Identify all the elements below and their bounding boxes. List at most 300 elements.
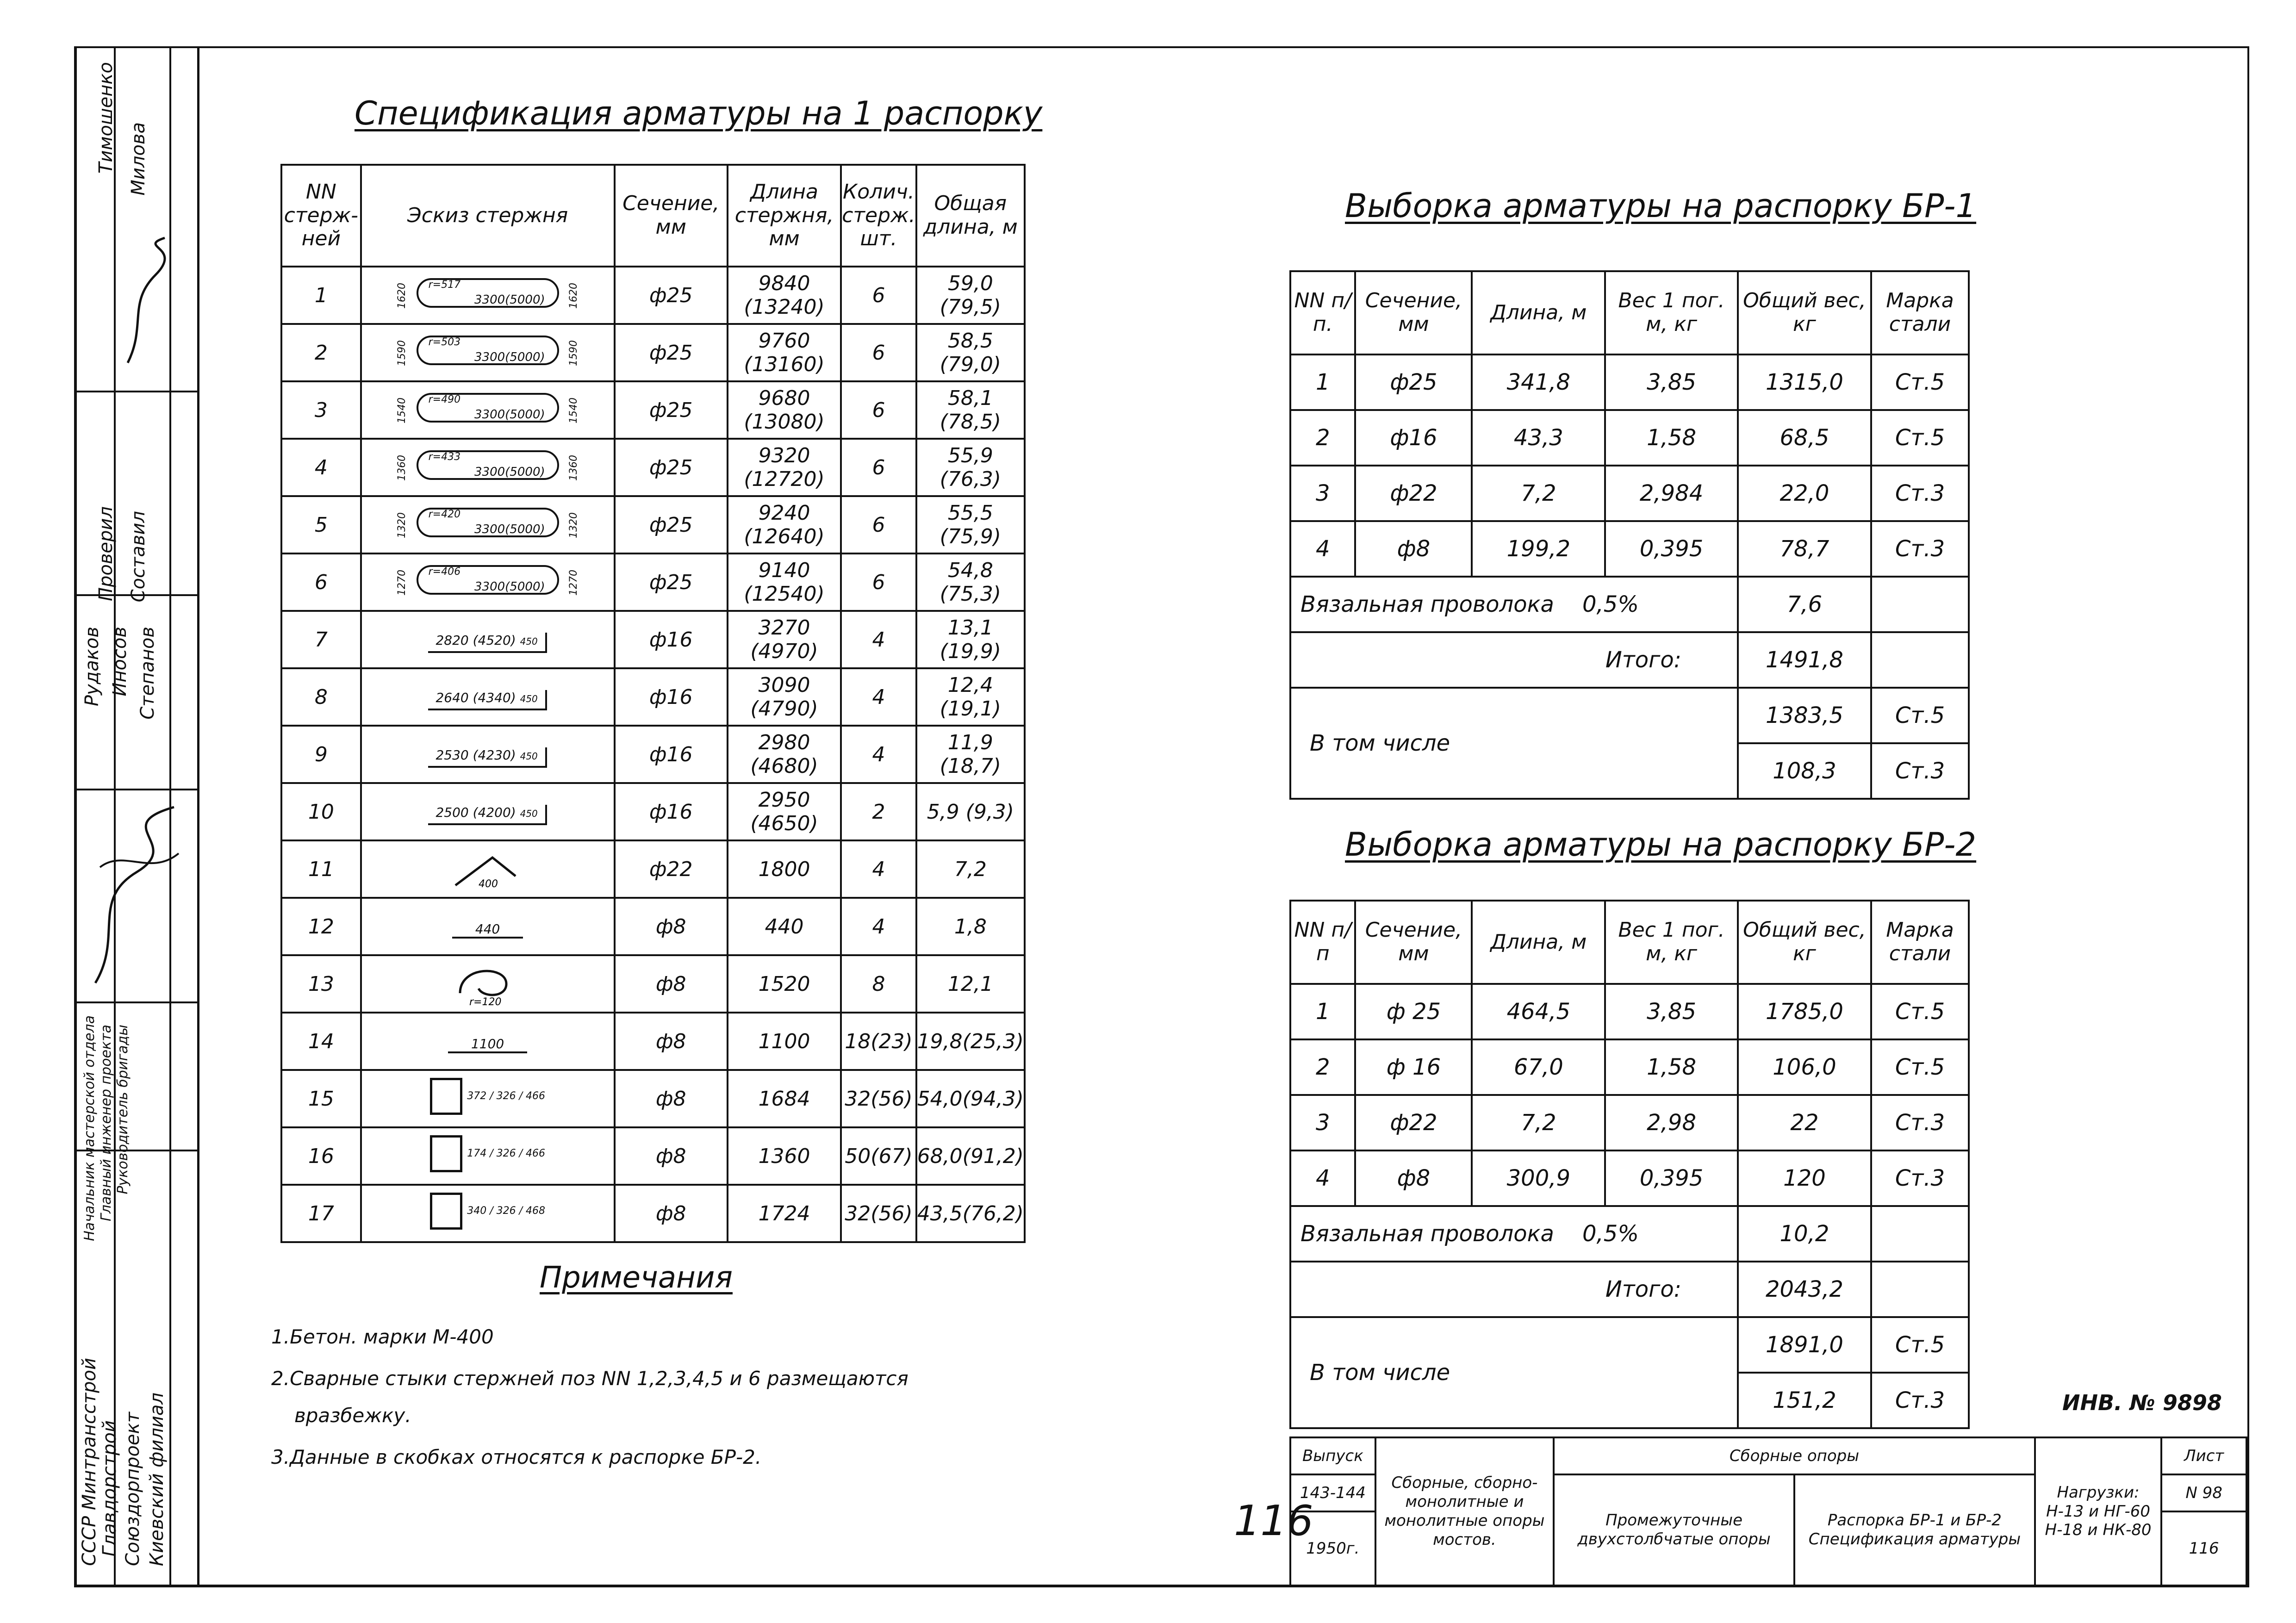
spec-cell-section: ф25 (615, 553, 728, 611)
rod-sketch (396, 508, 579, 542)
sel1-wire-val: 7,6 (1738, 577, 1871, 632)
tb-issue-val: 143-144 (1290, 1474, 1375, 1511)
spec-row (281, 1013, 1025, 1070)
spec-cell-total: 12,1 (916, 955, 1025, 1013)
sel1-cell-sec: ф22 (1355, 466, 1472, 521)
sel2-incl-steel: Ст.5 (1871, 1317, 1969, 1373)
sel1-cell-st: Ст.3 (1871, 521, 1969, 577)
bent-bar-sketch (451, 848, 525, 890)
sel1-row (1290, 466, 1969, 521)
spec-row (281, 840, 1025, 898)
rod-sketch (396, 565, 579, 600)
spec-cell-sketch (361, 1185, 615, 1242)
sel2-cell-len: 67,0 (1472, 1039, 1605, 1095)
spec-cell-nn: 10 (281, 783, 361, 840)
stamp-name-1: Тимошенко (95, 62, 117, 174)
spec-cell-total: 13,1 (19,9) (916, 611, 1025, 668)
rod-dim: 3300(5000) (474, 407, 545, 422)
sel1-body (1290, 354, 1969, 799)
sel2-cell-w: 1,58 (1605, 1039, 1738, 1095)
sel2-header-length: Длина, м (1472, 901, 1605, 984)
spec-cell-qty: 6 (841, 324, 916, 381)
spec-cell-nn: 15 (281, 1070, 361, 1127)
rod-side-left: 1620 (396, 282, 408, 309)
stamp-org-4: Киевский филиал (146, 1392, 168, 1566)
sel2-row (1290, 1039, 1969, 1095)
stirrup-shape (430, 1193, 462, 1230)
sel1-incl-steel: Ст.3 (1871, 743, 1969, 799)
spec-cell-section: ф16 (615, 611, 728, 668)
rod-dim: 3300(5000) (474, 292, 545, 307)
sel2-row (1290, 1095, 1969, 1150)
spec-body (281, 267, 1025, 1242)
sel2-wire-row (1290, 1206, 1969, 1262)
spec-cell-length: 9680 (13080) (728, 381, 841, 439)
spec-cell-nn: 2 (281, 324, 361, 381)
spec-row (281, 1070, 1025, 1127)
rod-loop (417, 450, 559, 480)
note-2-cont: вразбежку. (294, 1404, 411, 1427)
sel2-cell-tot: 120 (1738, 1150, 1871, 1206)
sel1-cell-tot: 22,0 (1738, 466, 1871, 521)
spec-cell-section: ф25 (615, 267, 728, 324)
spec-cell-total: 7,2 (916, 840, 1025, 898)
spec-cell-total: 55,9 (76,3) (916, 439, 1025, 496)
sel2-incl-val: 1891,0 (1738, 1317, 1871, 1373)
sel1-cell-sec: ф8 (1355, 521, 1472, 577)
sel1-header-total: Общий вес, кг (1738, 271, 1871, 354)
sel1-cell-n: 1 (1290, 354, 1355, 410)
spec-cell-section: ф8 (615, 1185, 728, 1242)
spec-cell-length: 1100 (728, 1013, 841, 1070)
sel1-cell-w: 1,58 (1605, 410, 1738, 466)
rod-side-left: 1320 (396, 512, 408, 538)
spec-cell-section: ф22 (615, 840, 728, 898)
sel1-header-nn: NN п/п. (1290, 271, 1355, 354)
rod-dim: 3300(5000) (474, 579, 545, 594)
spec-cell-sketch (361, 1127, 615, 1185)
sel1-cell-w: 0,395 (1605, 521, 1738, 577)
spec-cell-nn: 6 (281, 553, 361, 611)
sel2-body (1290, 984, 1969, 1428)
spec-cell-nn: 1 (281, 267, 361, 324)
sel2-header-steel: Марка стали (1871, 901, 1969, 984)
sel1-cell-tot: 1315,0 (1738, 354, 1871, 410)
rod-side-right: 1590 (567, 340, 579, 366)
spec-cell-sketch (361, 496, 615, 553)
bar-leg: 450 (520, 808, 538, 819)
line-dim: 440 (475, 921, 500, 937)
spec-cell-total: 43,5(76,2) (916, 1185, 1025, 1242)
rod-loop (417, 565, 559, 595)
stirrup-sketch (430, 1078, 545, 1115)
spec-row (281, 439, 1025, 496)
spec-cell-qty: 4 (841, 726, 916, 783)
spec-cell-qty: 32(56) (841, 1070, 916, 1127)
stamp-name-3: Рудаков (81, 627, 103, 707)
spec-cell-length: 9840 (13240) (728, 267, 841, 324)
bar-sketch (428, 690, 547, 710)
rod-loop (417, 508, 559, 537)
spec-cell-sketch (361, 955, 615, 1013)
note-1: 1.Бетон. марки М-400 (271, 1325, 494, 1348)
rod-dim: 3300(5000) (474, 465, 545, 479)
sel1-cell-n: 3 (1290, 466, 1355, 521)
sel1-header-weight: Вес 1 пог. м, кг (1605, 271, 1738, 354)
rod-side-left: 1590 (396, 340, 408, 366)
spec-cell-total: 11,9 (18,7) (916, 726, 1025, 783)
bar-leg: 450 (520, 636, 538, 647)
sel1-total-val: 1491,8 (1738, 632, 1871, 688)
sel2-incl-val: 151,2 (1738, 1373, 1871, 1428)
spec-cell-qty: 6 (841, 553, 916, 611)
rod-side-left: 1270 (396, 569, 408, 596)
spec-cell-qty: 4 (841, 840, 916, 898)
sel2-cell-sec: ф 16 (1355, 1039, 1472, 1095)
spec-cell-sketch (361, 267, 615, 324)
spec-cell-total: 54,8 (75,3) (916, 553, 1025, 611)
tb-right: Распорка БР-1 и БР-2 Спецификация арматуры (1794, 1474, 2035, 1586)
tb-year: 1950г. (1290, 1511, 1375, 1586)
spec-header-qty: Колич. стерж. шт. (841, 165, 916, 267)
spec-cell-sketch (361, 381, 615, 439)
stamp-line-4 (77, 1001, 197, 1003)
rod-side-right: 1270 (567, 569, 579, 596)
stamp-name-2: Милова (128, 122, 149, 196)
sel2-cell-st: Ст.5 (1871, 984, 1969, 1039)
sel2-cell-n: 3 (1290, 1095, 1355, 1150)
sel2-cell-st: Ст.3 (1871, 1150, 1969, 1206)
sel1-cell-sec: ф16 (1355, 410, 1472, 466)
sel2-cell-n: 1 (1290, 984, 1355, 1039)
rod-side-left: 1360 (396, 454, 408, 481)
spec-cell-length: 1684 (728, 1070, 841, 1127)
sel2-incl-steel: Ст.3 (1871, 1373, 1969, 1428)
spec-cell-sketch (361, 668, 615, 726)
spec-row (281, 783, 1025, 840)
stamp-role-1: Начальник мастерской отдела (81, 1015, 98, 1241)
sel1-wire-empty (1871, 577, 1969, 632)
stamp-line-1 (77, 391, 197, 392)
sel1-cell-st: Ст.5 (1871, 410, 1969, 466)
bar-leg: 450 (520, 751, 538, 762)
spec-cell-length: 1800 (728, 840, 841, 898)
bar-dim: 2820 (4520) (436, 633, 516, 648)
spec-cell-section: ф25 (615, 439, 728, 496)
note-2: 2.Сварные стыки стержней поз NN 1,2,3,4,5 и 6 размещаются (271, 1367, 908, 1390)
spec-cell-length: 3090 (4790) (728, 668, 841, 726)
rod-side-right: 1620 (567, 282, 579, 309)
spec-cell-nn: 14 (281, 1013, 361, 1070)
spec-cell-nn: 17 (281, 1185, 361, 1242)
rod-side-left: 1540 (396, 397, 408, 423)
spec-row (281, 553, 1025, 611)
hook-sketch (451, 961, 525, 1007)
sel1-wire-row (1290, 577, 1969, 632)
sel2-cell-len: 464,5 (1472, 984, 1605, 1039)
spec-cell-sketch (361, 898, 615, 955)
spec-cell-section: ф8 (615, 1070, 728, 1127)
spec-row (281, 1185, 1025, 1242)
rod-radius: r=406 (428, 566, 461, 578)
rod-sketch (396, 278, 579, 313)
spec-cell-total: 19,8(25,3) (916, 1013, 1025, 1070)
tb-top: Сборные опоры (1554, 1437, 2035, 1474)
left-stamp (77, 48, 199, 1585)
sel2-total-row (1290, 1262, 1969, 1317)
rod-radius: r=517 (428, 279, 461, 291)
bar-dim: 2640 (4340) (436, 690, 516, 705)
rod-dim: 3300(5000) (474, 350, 545, 364)
sel1-wire-label-cell (1290, 577, 1738, 632)
sel1-cell-n: 2 (1290, 410, 1355, 466)
sel1-incl-row (1290, 688, 1969, 743)
sel2-wire-label-cell (1290, 1206, 1738, 1262)
spec-row (281, 1127, 1025, 1185)
sel2-cell-sec: ф22 (1355, 1095, 1472, 1150)
spec-cell-section: ф8 (615, 1127, 728, 1185)
stirrup-sketch (430, 1193, 545, 1230)
notes-title: Примечания (540, 1261, 733, 1295)
sel2-cell-sec: ф 25 (1355, 984, 1472, 1039)
spec-cell-sketch (361, 1070, 615, 1127)
sel1-cell-w: 2,984 (1605, 466, 1738, 521)
sel2-header-weight: Вес 1 пог. м, кг (1605, 901, 1738, 984)
line-sketch (452, 921, 523, 939)
bar-sketch (428, 633, 547, 653)
spec-cell-total: 5,9 (9,3) (916, 783, 1025, 840)
sel2-cell-len: 300,9 (1472, 1150, 1605, 1206)
stirrup-sketch (430, 1135, 545, 1172)
bent-bar-dim: 400 (478, 878, 498, 890)
sel1-incl-val: 1383,5 (1738, 688, 1871, 743)
sel2-header-nn: NN п/п (1290, 901, 1355, 984)
bar-dim: 2530 (4230) (436, 747, 516, 763)
sel2-wire-label: Вязальная проволока (1300, 1221, 1554, 1247)
tb-sheet-label: Лист (2161, 1437, 2246, 1474)
sel2-cell-tot: 22 (1738, 1095, 1871, 1150)
spec-cell-section: ф16 (615, 783, 728, 840)
spec-cell-sketch (361, 726, 615, 783)
spec-header-nn: NN стерж-ней (281, 165, 361, 267)
sel2-cell-st: Ст.3 (1871, 1095, 1969, 1150)
title-block (1289, 1436, 2247, 1586)
stamp-role-3: Руководитель бригады (115, 1025, 131, 1194)
sel2-cell-n: 2 (1290, 1039, 1355, 1095)
spec-cell-total: 1,8 (916, 898, 1025, 955)
sel1-cell-st: Ст.3 (1871, 466, 1969, 521)
rod-sketch (396, 336, 579, 370)
sel1-cell-len: 43,3 (1472, 410, 1605, 466)
note-3: 3.Данные в скобках относятся к распорке БР-2. (271, 1446, 762, 1468)
sel2-wire-pct: 0,5% (1582, 1221, 1639, 1247)
rod-loop (417, 336, 559, 365)
spec-cell-qty: 4 (841, 611, 916, 668)
spec-row (281, 324, 1025, 381)
stamp-line-3 (77, 789, 197, 790)
tb-loads: Нагрузки: Н-13 и НГ-60 Н-18 и НК-80 (2035, 1437, 2161, 1586)
sel1-total-row (1290, 632, 1969, 688)
spec-row (281, 955, 1025, 1013)
spec-cell-total: 68,0(91,2) (916, 1127, 1025, 1185)
sel1-cell-len: 341,8 (1472, 354, 1605, 410)
spec-cell-section: ф8 (615, 1013, 728, 1070)
sel2-wire-val: 10,2 (1738, 1206, 1871, 1262)
spec-cell-nn: 13 (281, 955, 361, 1013)
sel1-title: Выборка арматуры на распорку БР-1 (1345, 187, 1977, 225)
bar-dim: 2500 (4200) (436, 805, 516, 820)
spec-cell-nn: 9 (281, 726, 361, 783)
spec-cell-nn: 4 (281, 439, 361, 496)
spec-cell-length: 9240 (12640) (728, 496, 841, 553)
sel1-table (1289, 270, 1970, 800)
sel2-cell-tot: 106,0 (1738, 1039, 1871, 1095)
sel2-total-val: 2043,2 (1738, 1262, 1871, 1317)
rod-loop (417, 278, 559, 308)
sel2-cell-w: 2,98 (1605, 1095, 1738, 1150)
spec-row (281, 381, 1025, 439)
hook-dim: r=120 (469, 996, 502, 1007)
sel1-wire-label: Вязальная проволока (1300, 591, 1554, 617)
bar-sketch (428, 805, 547, 825)
rod-side-right: 1360 (567, 454, 579, 481)
rod-loop (417, 393, 559, 423)
sel2-cell-sec: ф8 (1355, 1150, 1472, 1206)
signature-1 (118, 233, 174, 372)
spec-cell-qty: 6 (841, 381, 916, 439)
sel2-title: Выборка арматуры на распорку БР-2 (1345, 826, 1977, 864)
stamp-name-5: Степанов (137, 627, 158, 720)
sel2-cell-w: 3,85 (1605, 984, 1738, 1039)
line-sketch (448, 1036, 527, 1053)
sel2-incl-label: В том числе (1290, 1317, 1738, 1428)
tb-sheet-val: N 98 (2161, 1474, 2246, 1511)
spec-cell-length: 1520 (728, 955, 841, 1013)
sel2-row (1290, 984, 1969, 1039)
spec-cell-total: 54,0(94,3) (916, 1070, 1025, 1127)
spec-cell-qty: 50(67) (841, 1127, 916, 1185)
rod-side-right: 1320 (567, 512, 579, 538)
sel1-total-label: Итого: (1290, 632, 1738, 688)
spec-cell-length: 9320 (12720) (728, 439, 841, 496)
stamp-org-1: СССР Минтрансстрой (79, 1358, 100, 1566)
sel1-row (1290, 410, 1969, 466)
tb-mid: Промежуточные двухстолбчатые опоры (1554, 1474, 1794, 1586)
spec-cell-length: 3270 (4970) (728, 611, 841, 668)
rod-sketch (396, 450, 579, 485)
sel1-row (1290, 521, 1969, 577)
spec-cell-nn: 12 (281, 898, 361, 955)
stirrup-dims: 372 / 326 / 466 (467, 1090, 546, 1102)
spec-cell-section: ф25 (615, 381, 728, 439)
sel2-cell-st: Ст.5 (1871, 1039, 1969, 1095)
spec-cell-length: 9140 (12540) (728, 553, 841, 611)
spec-cell-length: 1360 (728, 1127, 841, 1185)
sel1-cell-tot: 68,5 (1738, 410, 1871, 466)
spec-cell-sketch (361, 611, 615, 668)
spec-cell-nn: 5 (281, 496, 361, 553)
spec-cell-qty: 6 (841, 267, 916, 324)
stamp-role-5: Составил (128, 511, 149, 603)
spec-row (281, 668, 1025, 726)
stamp-role-4: Проверил (95, 506, 117, 602)
spec-cell-qty: 6 (841, 439, 916, 496)
stamp-org-2: Главдорстрой (99, 1420, 120, 1557)
spec-row (281, 496, 1025, 553)
spec-header-sketch: Эскиз стержня (361, 165, 615, 267)
signature-2 (81, 798, 193, 992)
spec-cell-length: 2950 (4650) (728, 783, 841, 840)
spec-cell-total: 58,5 (79,0) (916, 324, 1025, 381)
rod-radius: r=433 (428, 451, 461, 463)
rod-side-right: 1540 (567, 397, 579, 423)
sel1-incl-steel: Ст.5 (1871, 688, 1969, 743)
sel1-wire-pct: 0,5% (1582, 591, 1639, 617)
spec-cell-total: 55,5 (75,9) (916, 496, 1025, 553)
sel2-header-total: Общий вес, кг (1738, 901, 1871, 984)
sel1-incl-label: В том числе (1290, 688, 1738, 799)
sel1-header-steel: Марка стали (1871, 271, 1969, 354)
sel2-row (1290, 1150, 1969, 1206)
inventory-number: ИНВ. № 9898 (2062, 1390, 2222, 1415)
sel2-wire-empty (1871, 1206, 1969, 1262)
spec-cell-length: 9760 (13160) (728, 324, 841, 381)
sel2-cell-len: 7,2 (1472, 1095, 1605, 1150)
rod-sketch (396, 393, 579, 428)
spec-cell-length: 440 (728, 898, 841, 955)
rod-radius: r=420 (428, 508, 461, 520)
spec-cell-nn: 16 (281, 1127, 361, 1185)
spec-cell-total: 59,0 (79,5) (916, 267, 1025, 324)
sel1-cell-st: Ст.5 (1871, 354, 1969, 410)
sel2-table (1289, 900, 1970, 1429)
sel1-row (1290, 354, 1969, 410)
spec-cell-section: ф16 (615, 668, 728, 726)
stirrup-shape (430, 1135, 462, 1172)
line-dim: 1100 (471, 1036, 504, 1051)
spec-cell-nn: 11 (281, 840, 361, 898)
sel1-header-section: Сечение, мм (1355, 271, 1472, 354)
drawing-sheet (74, 46, 2249, 1587)
rod-radius: r=503 (428, 336, 461, 348)
spec-cell-qty: 4 (841, 668, 916, 726)
tb-issue-label: Выпуск (1290, 1437, 1375, 1474)
sel1-cell-len: 7,2 (1472, 466, 1605, 521)
stirrup-dims: 174 / 326 / 466 (467, 1148, 546, 1159)
sel1-header-length: Длина, м (1472, 271, 1605, 354)
spec-cell-length: 2980 (4680) (728, 726, 841, 783)
spec-cell-sketch (361, 324, 615, 381)
stirrup-dims: 340 / 326 / 468 (467, 1205, 546, 1217)
sel1-cell-sec: ф25 (1355, 354, 1472, 410)
spec-cell-nn: 3 (281, 381, 361, 439)
spec-cell-qty: 2 (841, 783, 916, 840)
spec-cell-qty: 6 (841, 496, 916, 553)
spec-cell-section: ф16 (615, 726, 728, 783)
rod-radius: r=490 (428, 393, 461, 405)
stamp-org-3: Союздорпроект (122, 1412, 143, 1566)
spec-header-section: Сечение, мм (615, 165, 728, 267)
spec-row (281, 611, 1025, 668)
spec-cell-sketch (361, 1013, 615, 1070)
tb-desc: Сборные, сборно-монолитные и монолитные опоры мостов. (1375, 1437, 1554, 1586)
spec-cell-sketch (361, 840, 615, 898)
spec-cell-total: 12,4 (19,1) (916, 668, 1025, 726)
spec-cell-section: ф25 (615, 496, 728, 553)
bar-sketch (428, 747, 547, 768)
spec-cell-qty: 18(23) (841, 1013, 916, 1070)
spec-cell-nn: 7 (281, 611, 361, 668)
